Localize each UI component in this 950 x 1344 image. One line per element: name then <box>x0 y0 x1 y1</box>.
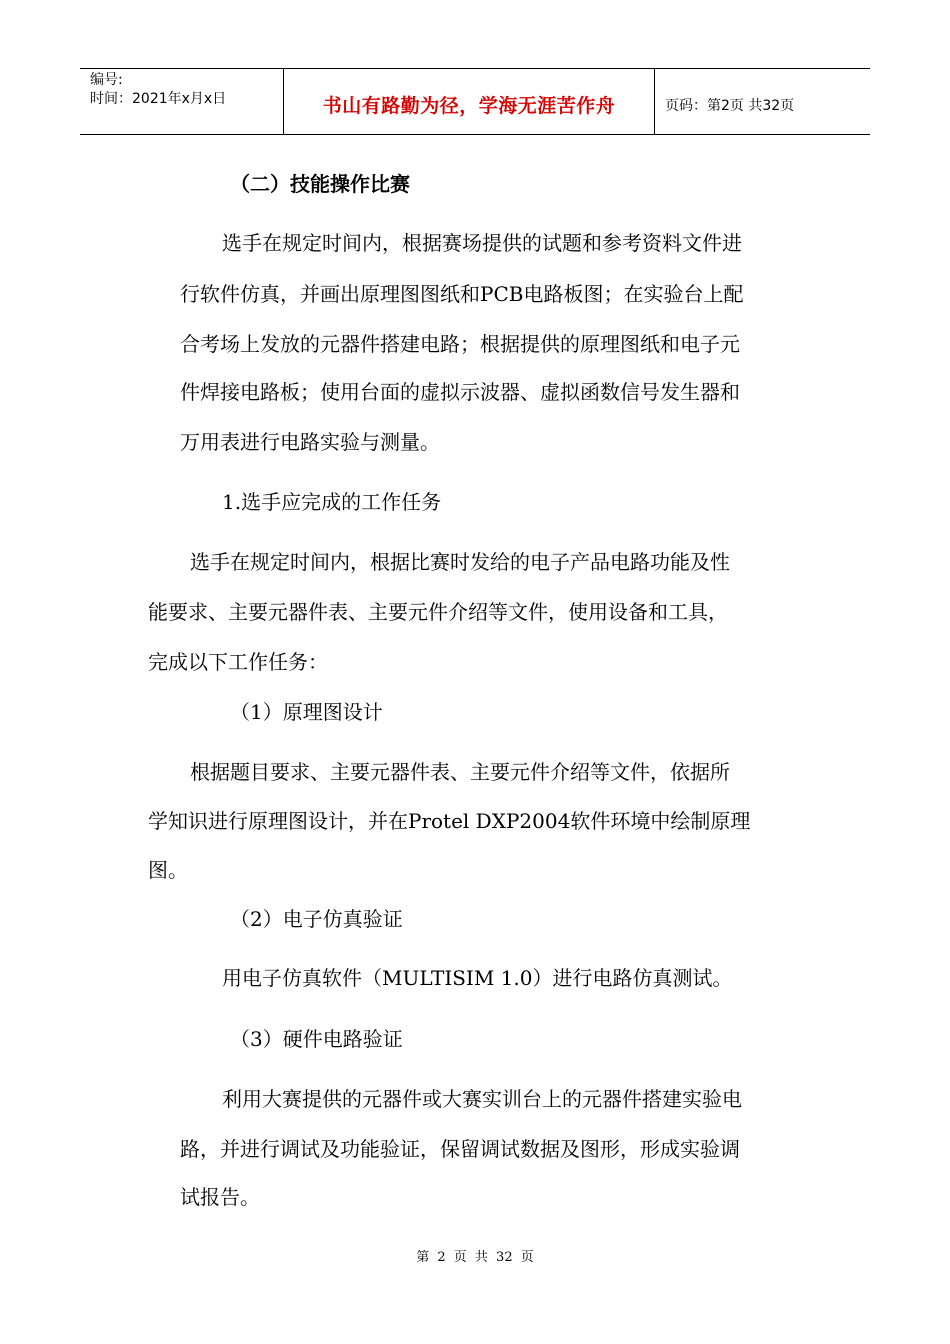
paragraph-line: 学知识进行原理图设计，并在Protel DXP2004软件环境中绘制原理 <box>148 809 751 833</box>
item-heading: 1.选手应完成的工作任务 <box>222 490 442 514</box>
paragraph-line: 合考场上发放的元器件搭建电路；根据提供的原理图纸和电子元 <box>180 332 740 356</box>
paragraph-line: 路，并进行调试及功能验证，保留调试数据及图形，形成实验调 <box>180 1137 740 1161</box>
paragraph-line: 图。 <box>148 858 188 882</box>
page-header <box>80 68 870 135</box>
paragraph-line: 选手在规定时间内，根据赛场提供的试题和参考资料文件进 <box>222 231 742 255</box>
paragraph-line: 万用表进行电路实验与测量。 <box>180 430 440 454</box>
subsection-heading: （1）原理图设计 <box>230 700 383 724</box>
paragraph-line: 利用大赛提供的元器件或大赛实训台上的元器件搭建实验电 <box>222 1087 742 1111</box>
document-number-label: 编号: <box>90 72 123 88</box>
paragraph-line: 选手在规定时间内，根据比赛时发给的电子产品电路功能及性 <box>190 550 730 574</box>
paragraph-line: 行软件仿真，并画出原理图图纸和PCB电路板图；在实验台上配 <box>180 282 744 306</box>
header-meta <box>80 69 283 134</box>
subsection-heading: （3）硬件电路验证 <box>230 1027 403 1051</box>
header-page-label: 页码：第2页 共32页 <box>665 97 795 114</box>
paragraph-line: 试报告。 <box>180 1185 260 1209</box>
header-motto: 书山有路勤为径，学海无涯苦作舟 <box>283 69 655 134</box>
paragraph-line: 用电子仿真软件（MULTISIM 1.0）进行电路仿真测试。 <box>222 966 733 990</box>
document-date: 时间：2021年x月x日 <box>90 91 227 107</box>
subsection-heading: （2）电子仿真验证 <box>230 907 403 931</box>
paragraph-line: 完成以下工作任务： <box>148 650 328 674</box>
section-heading: （二）技能操作比赛 <box>230 172 410 196</box>
page-footer: 第 2 页 共 32 页 <box>416 1250 534 1265</box>
paragraph-line: 件焊接电路板；使用台面的虚拟示波器、虚拟函数信号发生器和 <box>180 380 740 404</box>
paragraph-line: 能要求、主要元器件表、主要元件介绍等文件，使用设备和工具， <box>148 600 728 624</box>
paragraph-line: 根据题目要求、主要元器件表、主要元件介绍等文件，依据所 <box>190 760 730 784</box>
